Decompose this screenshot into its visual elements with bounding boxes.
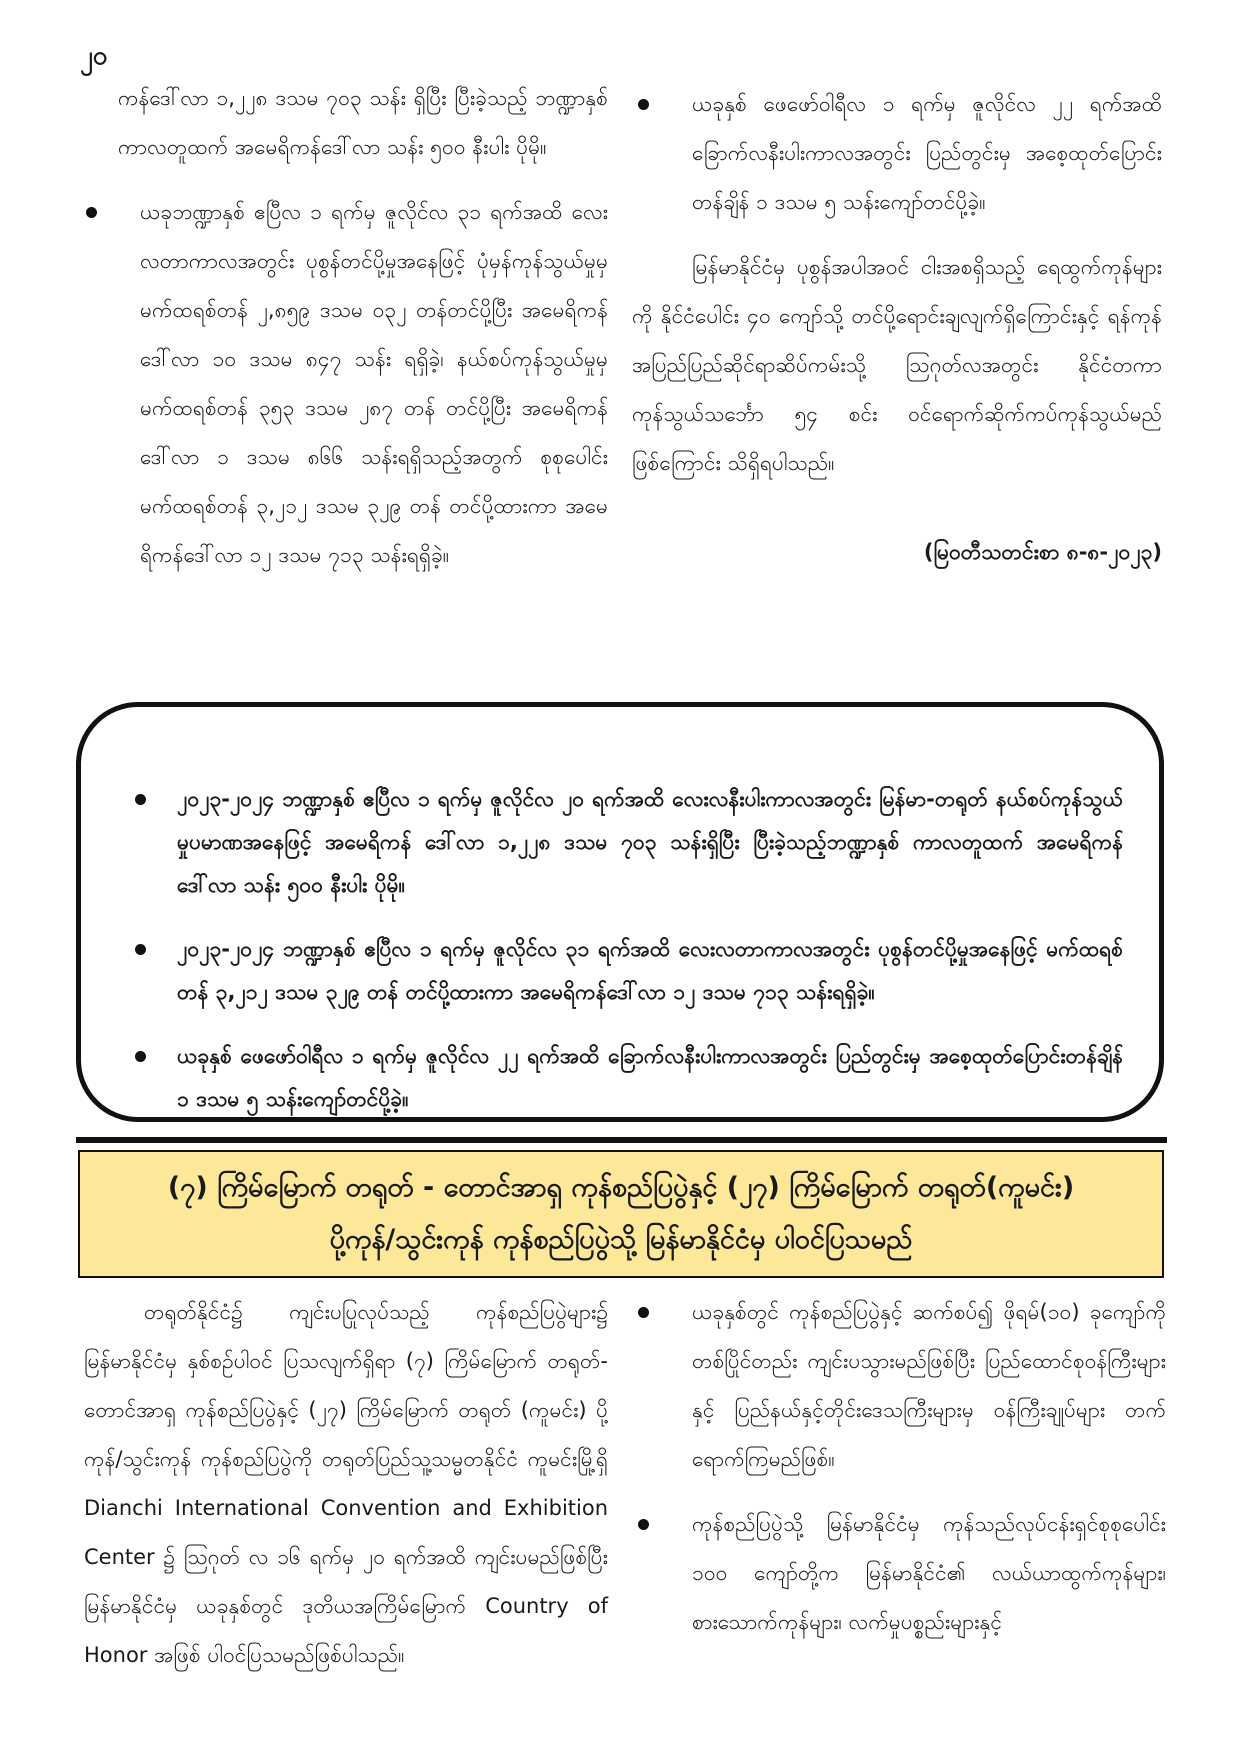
top-right-column: [632, 80, 1162, 577]
expo-intro-paragraph: တရုတ်နိုင်ငံ၌ ကျင်းပပြုလုပ်သည့် ကုန်စည်ပြပွဲများ၌ မြန်မာနိုင်ငံမှ နှစ်စဉ်ပါဝင် ပြသလျက်ရှိရာ (၇) ကြိမ်မြောက် တရုတ်-တောင်အာရှ ကုန်စည်ပြပွဲနှင့် (၂၇) ကြိမ်မြောက် တရုတ် (ကူမင်း) ပို့ကုန်/သွင်းကုန် ကုန်စည်ပြပွဲကို တရုတ်ပြည်သူ့သမ္မတနိုင်ငံ ကူမင်းမြို့ရှိ Dianchi International Convention and Exhibition Center ၌ ဩဂုတ် လ ၁၆ ရက်မှ ၂၀ ရက်အထိ ကျင်းပမည်ဖြစ်ပြီး မြန်မာနိုင်ငံမှ ယခုနှစ်တွင် ဒုတိယအကြိမ်မြောက် Country of Honor အဖြစ် ပါဝင်ပြသမည်ဖြစ်ပါသည်။: [84, 1300, 608, 1667]
participants-paragraph: ကုန်စည်ပြပွဲသို့ မြန်မာနိုင်ငံမှ ကုန်သည်လုပ်ငန်းရှင်စုစုပေါင်း ၁၀၀ ကျော်တို့က မြန်မာနိုင်ငံ၏ လယ်ယာထွက်ကုန်များ၊ စားသောက်ကုန်များ၊ လက်မှုပစ္စည်းများနှင့်: [632, 1500, 1166, 1647]
summary-box: [76, 702, 1164, 1122]
summary-item: ယခုနှစ် ဖေဖော်ဝါရီလ ၁ ရက်မှ ဇူလိုင်လ ၂၂ ရက်အထိ ခြောက်လနီးပါးကာလအတွင်း ပြည်တွင်းမှ အစေ့ထုတ်ပြောင်းတန်ချိန် ၁ ဒသမ ၅ သန်းကျော်တင်ပို့ခဲ့။: [117, 1035, 1123, 1121]
heading-line-2: ပို့ကုန်/သွင်းကုန် ကုန်စည်ပြပွဲသို့ မြန်မာနိုင်ငံမှ ပါဝင်ပြသမည်: [329, 1224, 913, 1255]
news-source: (မြဝတီသတင်းစာ ၈-၈-၂၀၂၃): [923, 540, 1162, 564]
seafood-export-paragraph: မြန်မာနိုင်ငံမှ ပုစွန်အပါအဝင် ငါးအစရှိသည့် ရေထွက်ကုန်များကို နိုင်ငံပေါင်း ၄၀ ကျော်သို့ တင်ပို့ရောင်းချလျက်ရှိကြောင်းနှင့် ရန်ကုန်အပြည်ပြည်ဆိုင်ရာဆိပ်ကမ်းသို့ ဩဂုတ်လအတွင်း နိုင်ငံတကာ ကုန်သွယ်သင်္ဘော ၅၄ စင်း ဝင်ရောက်ဆိုက်ကပ်ကုန်သွယ်မည်ဖြစ်ကြောင်း သိရှိရပါသည်။: [632, 255, 1162, 475]
page-number: ၂၀: [80, 41, 108, 71]
summary-item: ၂၀၂၃-၂၀၂၄ ဘဏ္ဍာနှစ် ဧပြီလ ၁ ရက်မှ ဇူလိုင်လ ၃၁ ရက်အထိ လေးလတာကာလအတွင်း ပုစွန်တင်ပို့မှုအနေဖြင့် မက်ထရစ်တန် ၃,၂၁၂ ဒသမ ၃၂၉ တန် တင်ပို့ထားကာ အမေရိကန်ဒေါ်လာ ၁၂ ဒသမ ၇၁၃ သန်းရရှိခဲ့။: [117, 928, 1123, 1014]
shrimp-export-paragraph: ယခုဘဏ္ဍာနှစ် ဧပြီလ ၁ ရက်မှ ဇူလိုင်လ ၃၁ ရက်အထိ လေးလတာကာလအတွင်း ပုစွန်တင်ပို့မှုအနေဖြင့် ပုံမှန်ကုန်သွယ်မှုမှ မက်ထရစ်တန် ၂,၈၅၉ ဒသမ ၀၃၂ တန်တင်ပို့ပြီး အမေရိကန်ဒေါ်လာ ၁၀ ဒသမ ၈၄၇ သန်း ရရှိခဲ့၊ နယ်စပ်ကုန်သွယ်မှုမှ မက်ထရစ်တန် ၃၅၃ ဒသမ ၂၈၇ တန် တင်ပို့ပြီး အမေရိကန်ဒေါ်လာ ၁ ဒသမ ၈၆၆ သန်းရရှိသည့်အတွက် စုစုပေါင်း မက်ထရစ်တန် ၃,၂၁၂ ဒသမ ၃၂၉ တန် တင်ပို့ထားကာ အမေရိကန်ဒေါ်လာ ၁၂ ဒသမ ၇၁၃ သန်းရရှိခဲ့။: [80, 188, 608, 580]
bottom-left-column: [84, 1288, 608, 1680]
maize-export-paragraph: ယခုနှစ် ဖေဖော်ဝါရီလ ၁ ရက်မှ ဇူလိုင်လ ၂၂ ရက်အထိ ခြောက်လနီးပါးကာလအတွင်း ပြည်တွင်းမှ အစေ့ထုတ်ပြောင်းတန်ချိန် ၁ ဒသမ ၅ သန်းကျော်တင်ပို့ခဲ့။: [632, 80, 1162, 227]
section-divider: [76, 1137, 1167, 1143]
trade-volume-paragraph: ကန်ဒေါ်လာ ၁,၂၂၈ ဒသမ ၇၀၃ သန်း ရှိပြီး ပြီးခဲ့သည့် ဘဏ္ဍာနှစ်ကာလတူထက် အမေရိကန်ဒေါ်လာ သန်း ၅၀၀ နီးပါး ပိုမို။: [118, 86, 608, 159]
bottom-right-column: [632, 1288, 1166, 1647]
heading-line-1: (၇) ကြိမ်မြောက် တရုတ် - တောင်အာရှ ကုန်စည်ပြပွဲနှင့် (၂၇) ကြိမ်မြောက် တရုတ်(ကူမင်း): [167, 1172, 1075, 1203]
section-heading-banner: [78, 1150, 1164, 1278]
forum-paragraph: ယခုနှစ်တွင် ကုန်စည်ပြပွဲနှင့် ဆက်စပ်၍ ဖိုရမ်(၁၀) ခုကျော်ကို တစ်ပြိုင်တည်း ကျင်းပသွားမည်ဖြစ်ပြီး ပြည်ထောင်စုဝန်ကြီးများနှင့် ပြည်နယ်နှင့်တိုင်းဒေသကြီးများမှ ဝန်ကြီးချုပ်များ တက်ရောက်ကြမည်ဖြစ်။: [632, 1288, 1166, 1484]
top-left-column: [80, 74, 608, 580]
summary-item: ၂၀၂၃-၂၀၂၄ ဘဏ္ဍာနှစ် ဧပြီလ ၁ ရက်မှ ဇူလိုင်လ ၂၀ ရက်အထိ လေးလနီးပါးကာလအတွင်း မြန်မာ-တရုတ် နယ်စပ်ကုန်သွယ်မှုပမာဏအနေဖြင့် အမေရိကန် ဒေါ်လာ ၁,၂၂၈ ဒသမ ၇၀၃ သန်းရှိပြီး ပြီးခဲ့သည့်ဘဏ္ဍာနှစ် ကာလတူထက် အမေရိကန်ဒေါ်လာ သန်း ၅၀၀ နီးပါး ပိုမို။: [117, 778, 1123, 907]
